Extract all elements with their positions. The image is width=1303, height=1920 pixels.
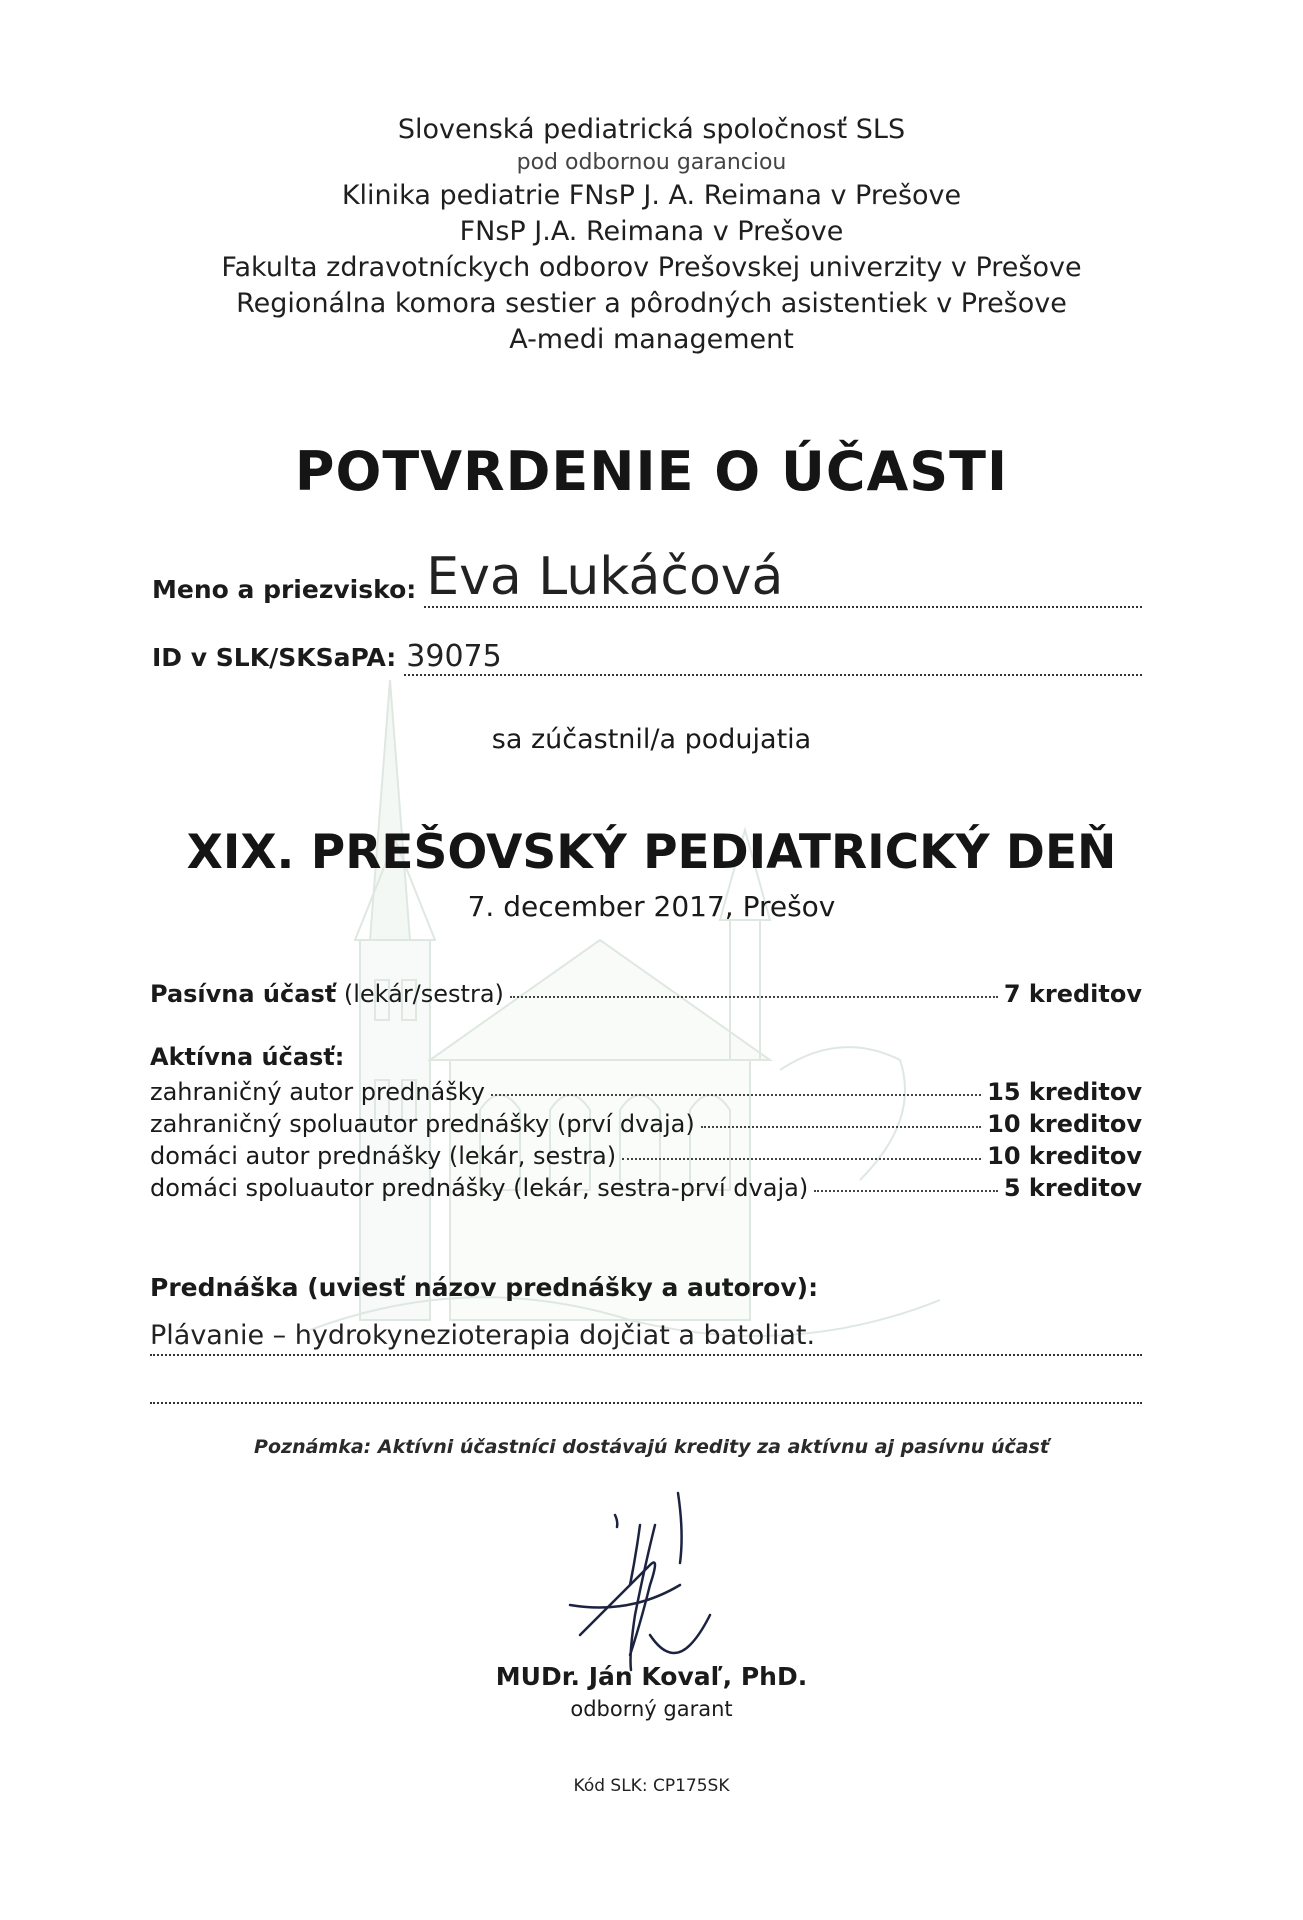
active-credit-row (150, 1142, 1142, 1170)
name-field (152, 548, 1142, 608)
organizer-line: Klinika pediatrie FNsP J. A. Reimana v Prešove (341, 180, 962, 211)
handwritten-signature (560, 1485, 730, 1675)
active-credit-label: zahraničný autor prednášky (150, 1078, 485, 1106)
active-credit-value: 15 kreditov (987, 1078, 1142, 1106)
name-value: Eva Lukáčová (424, 548, 1142, 608)
active-credit-label: domáci autor prednášky (lekár, sestra) (150, 1142, 617, 1170)
event-date: 7. december 2017, Prešov (467, 890, 836, 923)
passive-label-rest: (lekár/sestra) (336, 980, 504, 1008)
lecture-blank-line (150, 1372, 1142, 1404)
id-label: ID v SLK/SKSaPA: (152, 643, 397, 672)
lecture-value: Plávanie – hydrokynezioterapia dojčiat a batoliat. (150, 1318, 1142, 1356)
certificate-title: POTVRDENIE O ÚČASTI (294, 440, 1009, 503)
event-title: XIX. PREŠOVSKÝ PEDIATRICKÝ DEŇ (186, 825, 1117, 880)
active-credit-value: 10 kreditov (987, 1110, 1142, 1138)
name-label: Meno a priezvisko: (152, 575, 417, 604)
dotted-leader (814, 1190, 998, 1192)
organizer-line: FNsP J.A. Reimana v Prešove (459, 216, 844, 247)
signer-name: MUDr. Ján Kovaľ, PhD. (495, 1662, 808, 1691)
note-text: Poznámka: Aktívni účastníci dostávajú kredity za aktívnu aj pasívnu účasť (254, 1436, 1049, 1458)
dotted-leader (510, 996, 998, 998)
active-credit-row (150, 1110, 1142, 1138)
active-credit-value: 5 kreditov (1003, 1174, 1142, 1202)
lecture-heading: Prednáška (uviesť názov prednášky a autorov): (150, 1273, 819, 1302)
active-credit-row (150, 1078, 1142, 1106)
organizer-line: Slovenská pediatrická spoločnosť SLS (397, 114, 906, 145)
passive-credits: 7 kreditov (1003, 980, 1142, 1008)
active-credit-value: 10 kreditov (987, 1142, 1142, 1170)
organizers-header (0, 112, 1303, 358)
dotted-leader (622, 1158, 981, 1160)
dotted-leader (701, 1126, 981, 1128)
active-credit-label: zahraničný spoluautor prednášky (prví dvaja) (150, 1110, 695, 1138)
active-credit-row (150, 1174, 1142, 1202)
id-value: 39075 (404, 640, 1142, 676)
passive-label (150, 980, 504, 1008)
id-field (152, 640, 1142, 676)
organizer-line: A-medi management (509, 324, 794, 355)
slk-code: Kód SLK: CP175SK (573, 1776, 730, 1796)
active-heading: Aktívna účasť: (150, 1043, 345, 1071)
signer-role: odborný garant (570, 1697, 733, 1721)
passive-credit-row (150, 980, 1142, 1008)
passive-label-bold: Pasívna účasť (150, 980, 337, 1008)
attended-text: sa zúčastnil/a podujatia (491, 724, 812, 755)
active-credit-label: domáci spoluautor prednášky (lekár, sestra-prví dvaja) (150, 1174, 809, 1202)
organizer-line: pod odbornou garanciou (516, 150, 787, 175)
organizer-line: Regionálna komora sestier a pôrodných asistentiek v Prešove (236, 288, 1067, 319)
organizer-line: Fakulta zdravotníckych odborov Prešovskej univerzity v Prešove (221, 252, 1082, 283)
dotted-leader (491, 1094, 981, 1096)
